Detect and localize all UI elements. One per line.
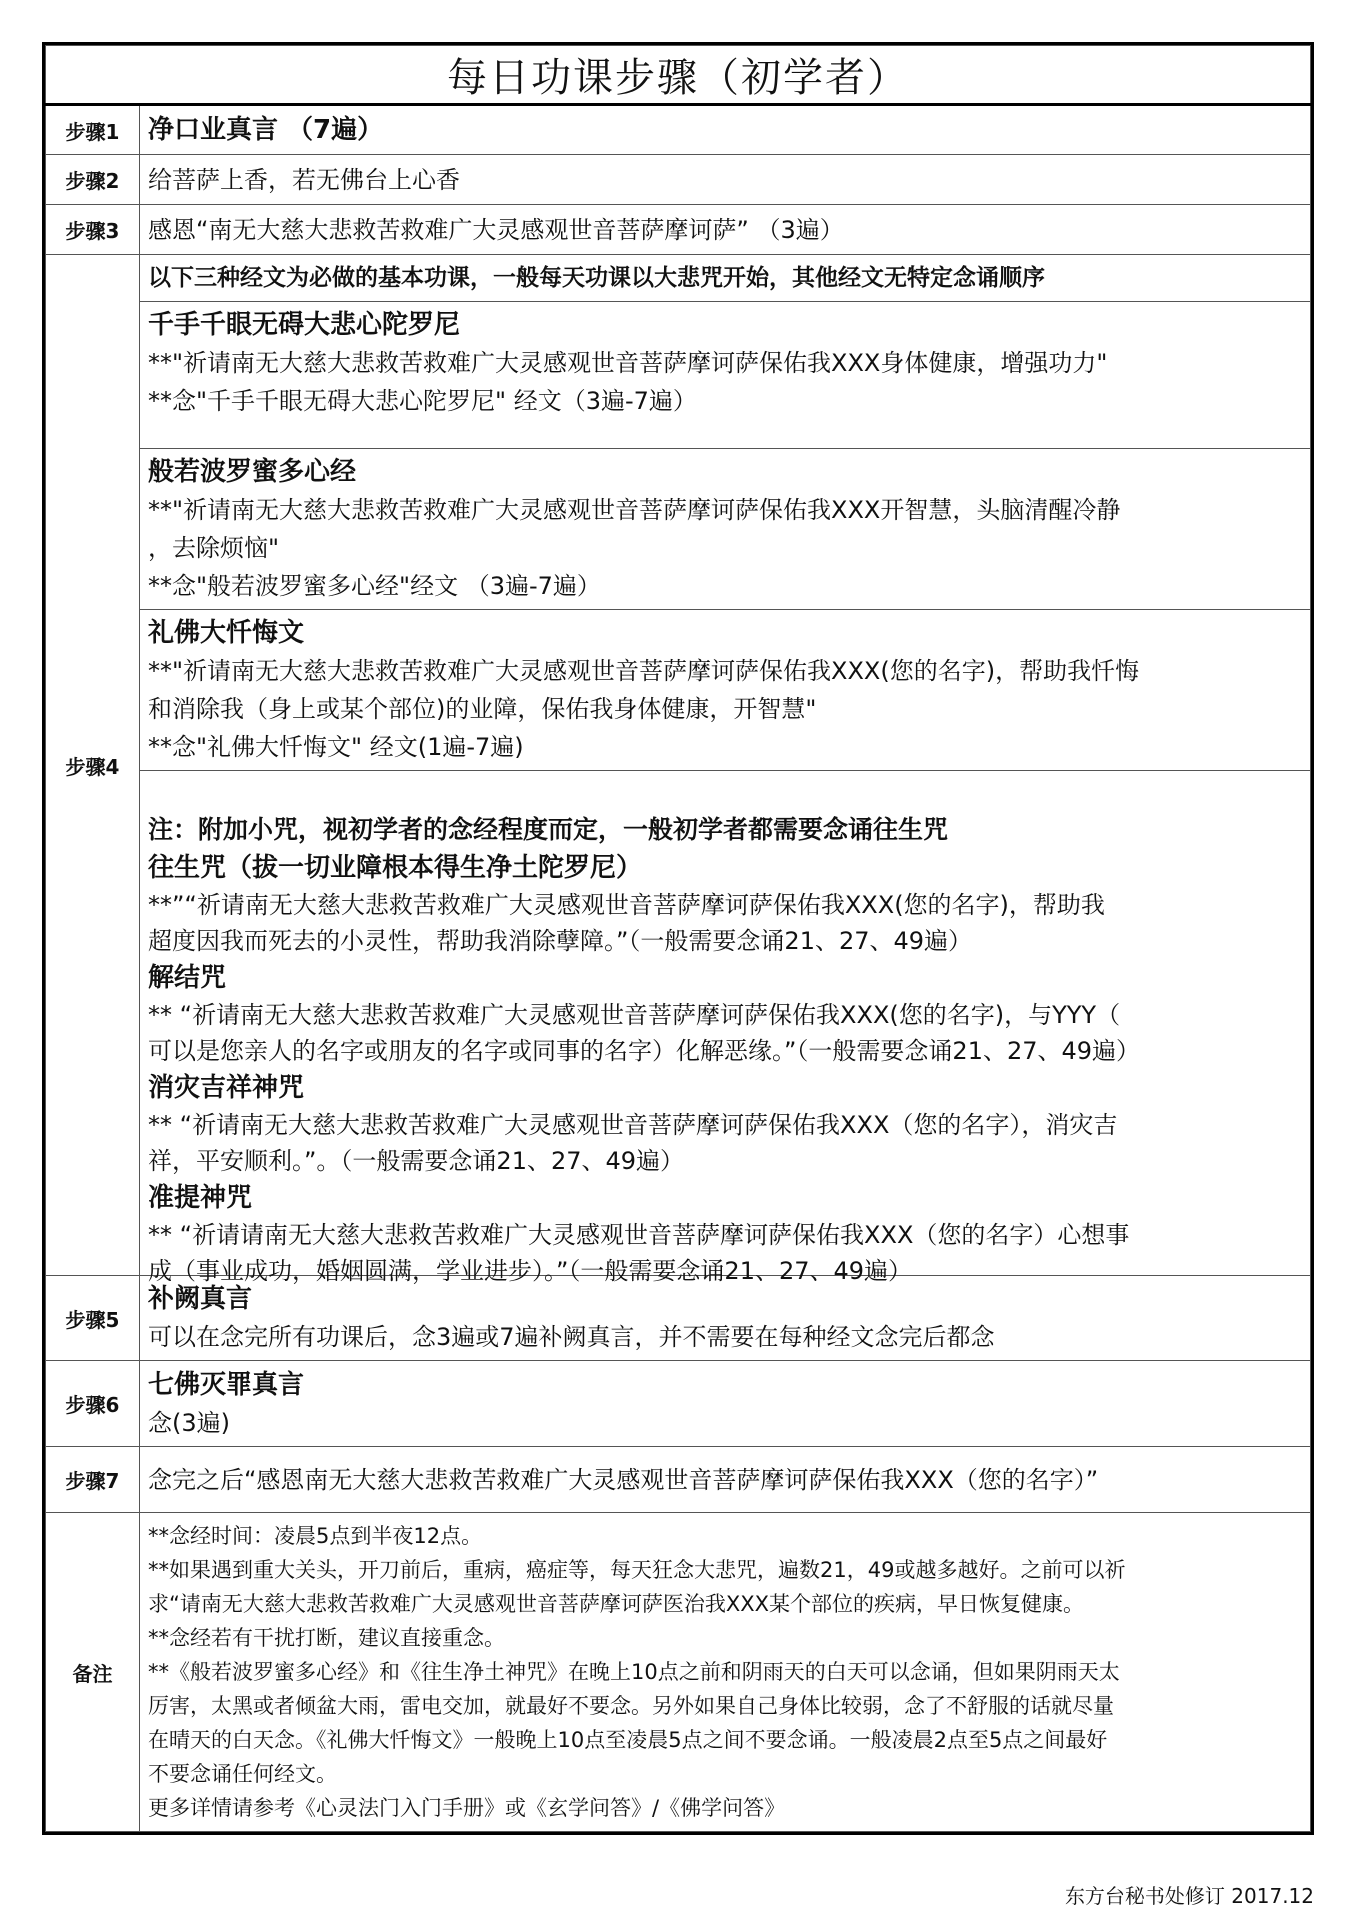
extra-line: **”“祈请南无大慈大悲救苦救难广大灵感观世音菩萨摩诃萨保佑我XXX(您的名字)，帮助我 [148, 891, 1105, 919]
step2-label: 步骤2 [46, 155, 140, 205]
step4-label: 步骤4 [46, 255, 140, 1276]
remark-line: **念经时间：凌晨5点到半夜12点。 [148, 1524, 483, 1548]
section-line: 和消除我（身上或某个部位)的业障，保佑我身体健康，开智慧" [148, 695, 817, 723]
extra-line: ** “祈请南无大慈大悲救苦救难广大灵感观世音菩萨摩诃萨保佑我XXX(您的名字)，与YYY（ [148, 1001, 1121, 1029]
step4-content [140, 255, 1311, 1285]
step6-label: 步骤6 [46, 1361, 140, 1447]
remark-line: 厉害，太黑或者倾盆大雨，雷电交加，就最好不要念。另外如果自己身体比较弱，念了不舒服的话就尽量 [148, 1694, 1114, 1718]
step3-text: 感恩“南无大慈大悲救苦救难广大灵感观世音菩萨摩诃萨” （3遍） [140, 205, 1311, 255]
section-heading: 千手千眼无碍大悲心陀罗尼 [148, 310, 461, 340]
revision-footer: 东方台秘书处修订 2017.12 [1064, 1884, 1314, 1908]
section-chanhui [140, 610, 1310, 771]
step3-label: 步骤3 [46, 205, 140, 255]
step6-content [140, 1361, 1311, 1447]
remark-line: 在晴天的白天念。《礼佛大忏悔文》一般晚上10点至凌晨5点之间不要念诵。一般凌晨2点至5点之间最好 [148, 1728, 1108, 1752]
step1-text: 净口业真言 （7遍） [140, 105, 1311, 155]
section-line: ，去除烦恼" [148, 534, 280, 562]
step4-intro: 以下三种经文为必做的基本功课，一般每天功课以大悲咒开始，其他经文无特定念诵顺序 [140, 255, 1310, 302]
remark-line: **念经若有干扰打断，建议直接重念。 [148, 1626, 505, 1650]
step5-label: 步骤5 [46, 1276, 140, 1361]
section-line: **"祈请南无大慈大悲救苦救难广大灵感观世音菩萨摩诃萨保佑我XXX(您的名字)，帮助我忏悔 [148, 657, 1140, 685]
step5-heading: 补阙真言 [148, 1284, 253, 1314]
step7-text: 念完之后“感恩南无大慈大悲救苦救难广大灵感观世音菩萨摩诃萨保佑我XXX（您的名字）” [140, 1447, 1311, 1513]
section-line: **念"千手千眼无碍大悲心陀罗尼" 经文（3遍-7遍） [148, 387, 697, 415]
section-xinjing [140, 449, 1310, 610]
step6-text: 念(3遍) [148, 1408, 230, 1437]
remark-line: 更多详情请参考《心灵法门入门手册》或《玄学问答》/《佛学问答》 [148, 1796, 786, 1820]
remark-line: 求“请南无大慈大悲救苦救难广大灵感观世音菩萨摩诃萨医治我XXX某个部位的疾病，早日恢复健康。 [148, 1592, 1085, 1616]
section-dabei [140, 302, 1310, 449]
remark-line: **如果遇到重大关头，开刀前后，重病，癌症等，每天狂念大悲咒，遍数21，49或越多越好。之前可以祈 [148, 1558, 1126, 1582]
remarks-label: 备注 [46, 1513, 140, 1832]
section-line: **"祈请南无大慈大悲救苦救难广大灵感观世音菩萨摩诃萨保佑我XXX身体健康，增强功力" [148, 349, 1108, 377]
remark-line: **《般若波罗蜜多心经》和《往生净土神咒》在晚上10点之前和阴雨天的白天可以念诵，但如果阴雨天太 [148, 1660, 1120, 1684]
step7-label: 步骤7 [46, 1447, 140, 1513]
extra-line: 可以是您亲人的名字或朋友的名字或同事的名字）化解恶缘。”（一般需要念诵21、27、49遍） [148, 1037, 1141, 1065]
extra-heading: 解结咒 [148, 963, 227, 993]
remarks-content [140, 1513, 1311, 1832]
section-line: **念"礼佛大忏悔文" 经文(1遍-7遍) [148, 733, 524, 761]
section-line: **念"般若波罗蜜多心经"经文 （3遍-7遍） [148, 572, 601, 600]
step6-heading: 七佛灭罪真言 [148, 1369, 305, 1400]
section-heading: 般若波罗蜜多心经 [148, 457, 357, 487]
section-line: **"祈请南无大慈大悲救苦救难广大灵感观世音菩萨摩诃萨保佑我XXX开智慧，头脑清醒冷静 [148, 496, 1121, 524]
extra-line: 成（事业成功，婚姻圆满，学业进步）。”（一般需要念诵21、27、49遍） [148, 1257, 913, 1285]
extra-heading: 准提神咒 [148, 1183, 253, 1213]
steps-sheet [42, 42, 1314, 1835]
extra-line: 祥，平安顺利。”。（一般需要念诵21、27、49遍） [148, 1147, 685, 1175]
page-title: 每日功课步骤（初学者） [46, 46, 1311, 105]
extra-heading: 消灾吉祥神咒 [148, 1073, 305, 1103]
extra-line: ** “祈请南无大慈大悲救苦救难广大灵感观世音菩萨摩诃萨保佑我XXX（您的名字），消灾吉 [148, 1111, 1118, 1139]
steps-table [45, 45, 1311, 1832]
step5-text: 可以在念完所有功课后，念3遍或7遍补阙真言，并不需要在每种经文念完后都念 [148, 1323, 995, 1351]
extra-note: 注：附加小咒，视初学者的念经程度而定，一般初学者都需要念诵往生咒 [148, 815, 949, 844]
extra-heading: 往生咒（拔一切业障根本得生净土陀罗尼） [148, 853, 643, 883]
section-heading: 礼佛大忏悔文 [148, 618, 305, 648]
step2-text: 给菩萨上香，若无佛台上心香 [140, 155, 1311, 205]
remark-line: 不要念诵任何经文。 [148, 1762, 337, 1786]
extra-line: ** “祈请请南无大慈大悲救苦救难广大灵感观世音菩萨摩诃萨保佑我XXX（您的名字）心想事 [148, 1221, 1130, 1249]
step1-label: 步骤1 [46, 105, 140, 155]
section-extra-mantras [140, 771, 1310, 1285]
extra-line: 超度因我而死去的小灵性，帮助我消除孽障。”（一般需要念诵21、27、49遍） [148, 927, 973, 955]
